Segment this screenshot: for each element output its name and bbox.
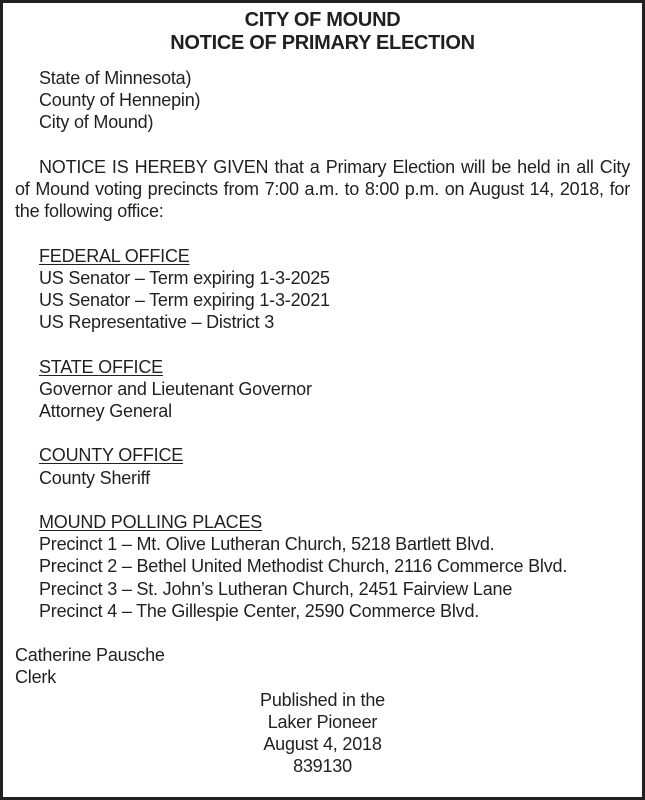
jurisdiction-city: City of Mound) bbox=[39, 112, 154, 133]
jurisdiction-state: State of Minnesota) bbox=[39, 68, 192, 88]
polling-place-item: Precinct 1 – Mt. Olive Lutheran Church, 5218 Bartlett Blvd. bbox=[39, 534, 495, 555]
publication-date: August 4, 2018 bbox=[263, 734, 382, 754]
office-item: County Sheriff bbox=[39, 467, 150, 488]
notice-title bbox=[15, 9, 630, 55]
publication-block bbox=[15, 689, 630, 778]
polling-place-item: Precinct 4 – The Gillespie Center, 2590 Commerce Blvd. bbox=[39, 600, 480, 621]
publication-id: 839130 bbox=[293, 756, 352, 777]
signature-name: Catherine Pausche bbox=[15, 645, 165, 666]
signature-block bbox=[15, 644, 630, 688]
office-item: US Senator – Term expiring 1-3-2021 bbox=[39, 290, 330, 310]
title-notice: NOTICE OF PRIMARY ELECTION bbox=[170, 32, 475, 54]
jurisdiction-block bbox=[15, 67, 630, 134]
jurisdiction-county: County of Hennepin) bbox=[39, 90, 201, 111]
title-city: CITY OF MOUND bbox=[244, 9, 401, 31]
signature-title: Clerk bbox=[15, 667, 57, 688]
office-item: US Representative – District 3 bbox=[39, 312, 275, 333]
office-item: Governor and Lieutenant Governor bbox=[39, 378, 312, 399]
polling-place-item: Precinct 2 – Bethel United Methodist Church, 2116 Commerce Blvd. bbox=[39, 556, 568, 577]
notice-paragraph: NOTICE IS HEREBY GIVEN that a Primary Election will be held in all City of Mound voting precincts from 7:00 a.m. to 8:00 p.m. on August 14, 2018, for the following office: bbox=[15, 156, 630, 222]
office-item: US Senator – Term expiring 1-3-2025 bbox=[39, 267, 330, 288]
section-federal-office bbox=[15, 245, 630, 334]
section-heading: COUNTY OFFICE bbox=[39, 445, 184, 466]
publication-newspaper: Laker Pioneer bbox=[267, 711, 378, 732]
office-item: Attorney General bbox=[39, 401, 172, 421]
section-state-office bbox=[15, 356, 630, 423]
section-polling-places bbox=[15, 511, 630, 622]
publication-line: Published in the bbox=[260, 689, 385, 710]
section-heading: FEDERAL OFFICE bbox=[39, 245, 190, 266]
section-county-office bbox=[15, 444, 630, 488]
section-heading: STATE OFFICE bbox=[39, 356, 163, 377]
polling-place-item: Precinct 3 – St. John’s Lutheran Church, 2451 Fairview Lane bbox=[39, 578, 513, 599]
section-heading: MOUND POLLING PLACES bbox=[39, 511, 263, 532]
